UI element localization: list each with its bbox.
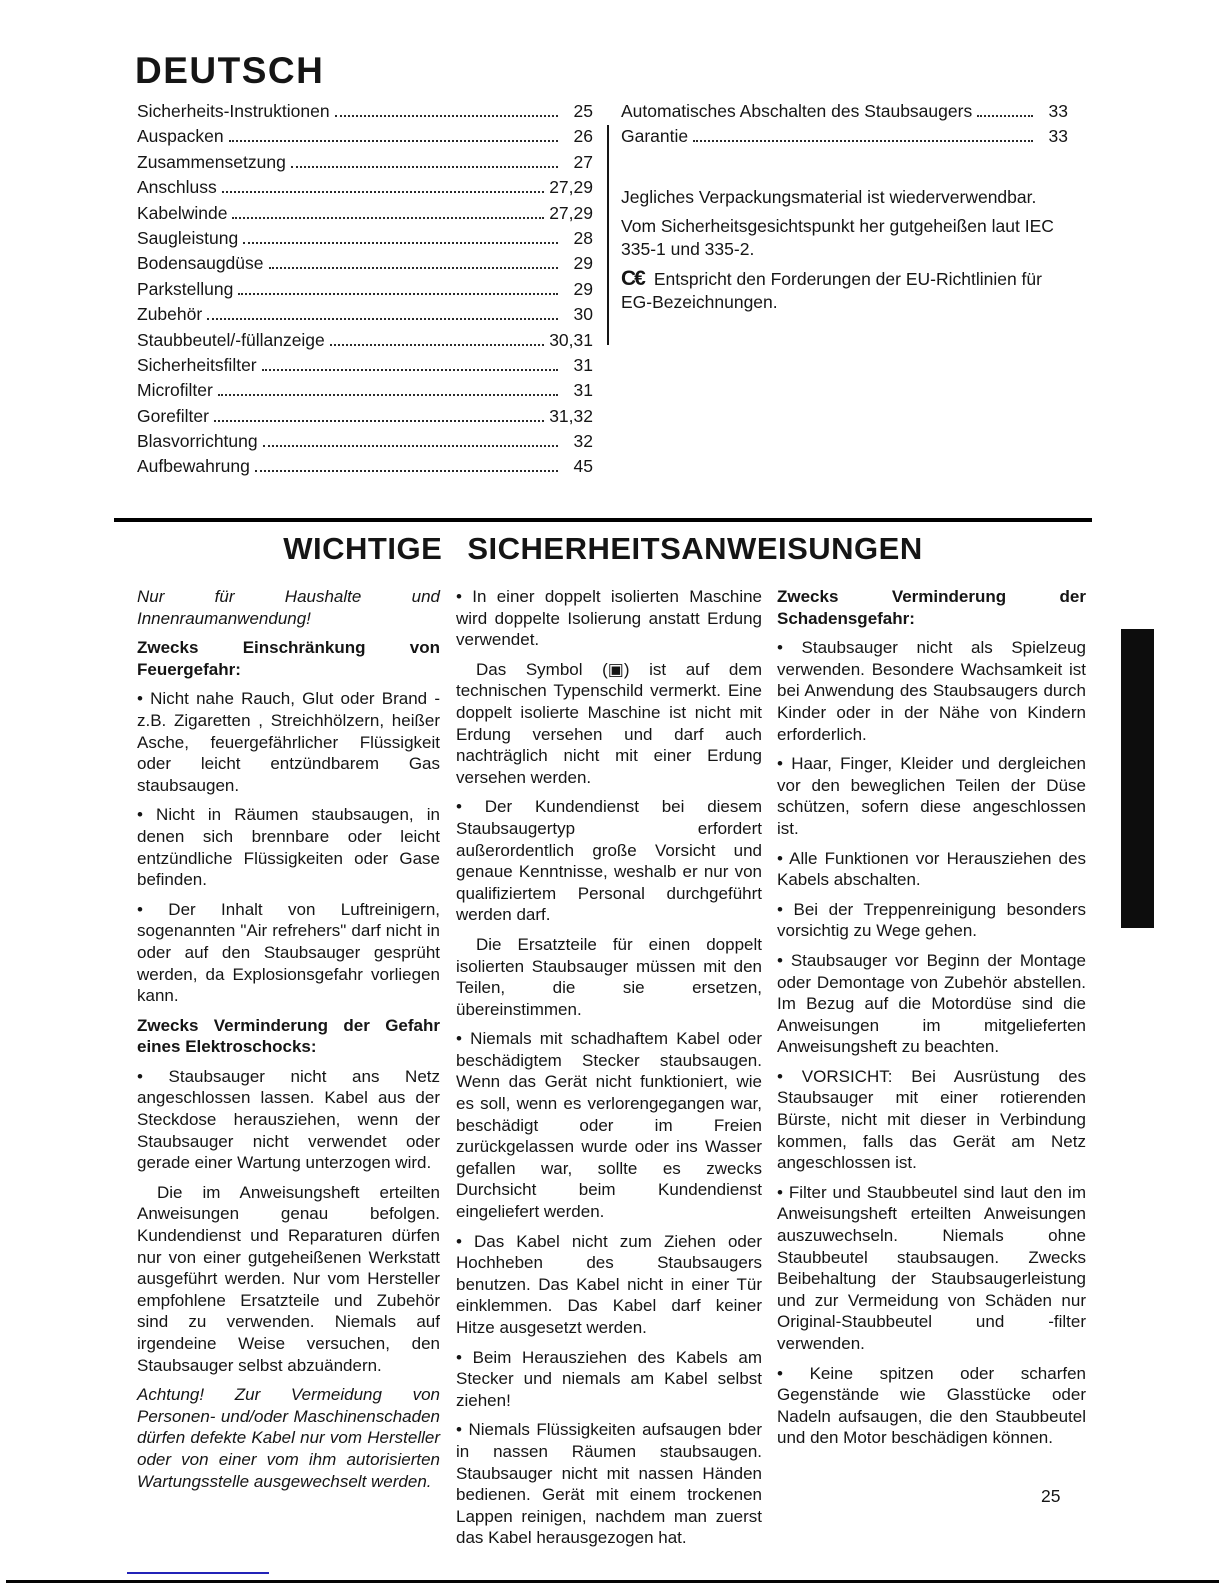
toc-entry-page: 31 — [573, 354, 593, 375]
dot-leader — [335, 115, 558, 117]
toc-entry-page: 30,31 — [549, 329, 593, 350]
fire-hazard-heading: Zwecks Einschränkung von Feuergefahr: — [137, 638, 440, 679]
dot-leader — [693, 140, 1033, 142]
toc-entry-label: Garantie — [621, 126, 689, 147]
page-title: DEUTSCH — [135, 50, 325, 91]
toc-entry — [137, 279, 593, 304]
dot-leader — [238, 293, 558, 295]
toc-entry — [621, 101, 1068, 126]
toc-entry-label: Staubbeutel/-füllanzeige — [137, 329, 325, 350]
toc-entry-label: Zusammensetzung — [137, 151, 286, 172]
toc-entry-label: Anschluss — [137, 177, 217, 198]
dot-leader — [977, 115, 1033, 117]
toc-entry-page: 27,29 — [549, 177, 593, 198]
safety-bullet: • Niemals Flüssigkeiten aufsaugen bder in nassen Räumen staubsaugen. Staubsauger nicht mit nassen Händen bedienen. Gerät mit einem trockenen Lappen reinigen, nachdem man zuerst das Kabel herausgezogen hat. — [456, 1420, 762, 1548]
toc-entry — [137, 253, 593, 278]
toc-entry-page: 33 — [1048, 101, 1068, 121]
toc-entry-label: Automatisches Abschalten des Staubsaugers — [621, 101, 973, 121]
toc-entry — [137, 380, 593, 405]
toc-entry-label: Saugleistung — [137, 227, 239, 248]
toc-entry — [137, 431, 593, 456]
shock-hazard-heading: Zwecks Verminderung der Gefahr eines Elektroschocks: — [137, 1015, 440, 1057]
toc-entry — [137, 152, 593, 177]
dot-leader — [214, 420, 544, 422]
toc-entry-label: Sicherheits-Instruktionen — [137, 101, 330, 121]
safety-paragraph: Die Ersatzteile für einen doppelt isolierten Staubsauger müssen mit den Teilen, die sie ersetzen, übereinstimmen. — [456, 934, 762, 1019]
toc-entry-label: Blasvorrichtung — [137, 431, 258, 452]
text-column-2 — [456, 586, 762, 1557]
text-column-3 — [777, 586, 1086, 1457]
safety-paragraph: Die im Anweisungsheft erteilten Anweisungen genau befolgen. Kundendienst und Reparaturen dürfen nur von einer gutgeheißenen Werkstatt ausgeführt werden. Nur vom Hersteller empfohlene Ersatzteile und Zubehör sind zu verwenden. Niemals auf irgendeine Weise versuchen, den Staubsauger selbst abzuändern. — [137, 1182, 440, 1375]
recyclable-note: Jegliches Verpackungsmaterial ist wiederverwendbar. — [621, 187, 1037, 207]
dot-leader — [229, 140, 558, 142]
dot-leader — [263, 445, 558, 447]
toc-entry-label: Aufbewahrung — [137, 456, 250, 477]
safety-bullet: • Staubsauger vor Beginn der Montage oder Demontage von Zubehör abstellen. Im Bezug auf die Motordüse sind die Anweisungen im mitgelieferten Anweisungsheft zu beachten. — [777, 950, 1086, 1057]
toc-entry-label: Zubehör — [137, 304, 203, 325]
safety-bullet: • Bei der Treppenreinigung besonders vorsichtig zu Wege gehen. — [777, 899, 1086, 941]
safety-bullet: • Das Kabel nicht zum Ziehen oder Hochheben des Staubsaugers benutzen. Das Kabel nicht in einer Tür einklemmen. Das Kabel darf keiner Hitze ausgesetzt werden. — [456, 1231, 762, 1337]
toc-entry-page: 33 — [1048, 126, 1068, 147]
toc-left-column — [137, 101, 593, 482]
toc-entry-label: Microfilter — [137, 380, 213, 401]
compliance-notes — [621, 186, 1073, 320]
toc-entry — [137, 228, 593, 253]
toc-entry-label: Bodensaugdüse — [137, 253, 264, 274]
section-divider-rule — [114, 518, 1092, 522]
page-bottom-rule — [6, 1580, 1219, 1583]
damage-hazard-heading: Zwecks Verminderung der Schadensgefahr: — [777, 587, 1086, 628]
dot-leader — [232, 217, 544, 219]
toc-entry — [137, 203, 593, 228]
safety-bullet: • Filter und Staubbeutel sind laut den im Anweisungsheft erteilten Anweisungen auszuwechseln. Niemals ohne Staubbeutel staubsaugen. Zwecks Beibehaltung der Staubsaugerleistung und zur Vermeidung von Schäden nur Original-Staubbeutel und -filter verwenden. — [777, 1182, 1086, 1353]
ce-note — [621, 267, 1073, 315]
dot-leader — [243, 242, 558, 244]
toc-entry-label: Gorefilter — [137, 405, 209, 426]
warning-note: Achtung! Zur Vermeidung von Personen- und/oder Maschinenschaden dürfen defekte Kabel nur vom Hersteller oder von einer vom ihm autorisierten Wartungsstelle ausgewechselt werden. — [137, 1385, 440, 1491]
toc-entry-page: 32 — [573, 431, 593, 452]
toc-entry — [137, 406, 593, 431]
toc-entry — [621, 126, 1068, 151]
footer-accent-line — [127, 1572, 269, 1574]
dot-leader — [291, 166, 558, 168]
dot-leader — [330, 344, 544, 346]
toc-entry-label: Kabelwinde — [137, 202, 228, 223]
toc-entry-page: 31,32 — [549, 405, 593, 426]
dot-leader — [222, 191, 544, 193]
ce-mark-icon: C€ — [621, 266, 644, 290]
safety-bullet: • Nicht in Räumen staubsaugen, in denen sich brennbare oder leicht entzündliche Flüssigkeiten oder Gase befinden. — [137, 805, 440, 890]
section-index-tab — [1121, 629, 1154, 928]
toc-entry-page: 30 — [573, 304, 593, 325]
toc-right-column — [621, 101, 1068, 152]
toc-entry-page: 31 — [573, 380, 593, 401]
dot-leader — [218, 394, 558, 396]
page-number: 25 — [1041, 1486, 1061, 1506]
toc-entry-page: 25 — [573, 101, 593, 121]
text-column-1 — [137, 586, 440, 1500]
dot-leader — [269, 267, 559, 269]
safety-bullet: • Staubsauger nicht ans Netz angeschlossen lassen. Kabel aus der Steckdose herausziehen, wenn der Staubsauger nicht verwendet oder gerade einer Wartung unterzogen wird. — [137, 1066, 440, 1173]
toc-entry — [137, 177, 593, 202]
safety-bullet: • Staubsauger nicht als Spielzeug verwenden. Besondere Wachsamkeit ist bei Anwendung des Staubsaugers durch Kinder oder in der Nähe von Kindern erforderlich. — [777, 638, 1086, 744]
toc-entry-label: Parkstellung — [137, 278, 234, 299]
toc-entry — [137, 456, 593, 481]
toc-entry-label: Sicherheitsfilter — [137, 354, 257, 375]
dot-leader — [255, 470, 558, 472]
safety-bullet: • Keine spitzen oder scharfen Gegenstände wie Glasstücke oder Nadeln aufsaugen, die den Staubbeutel und den Motor beschädigen können. — [777, 1363, 1086, 1448]
toc-entry-page: 29 — [573, 278, 593, 299]
safety-bullet: • Der Inhalt von Luftreinigern, sogenannten "Air refrehers" darf nicht in oder auf den Staubsauger gesprüht werden, da Explosionsgefahr vorliegen kann. — [137, 899, 440, 1006]
toc-entry — [137, 101, 593, 126]
safety-bullet: • Niemals mit schadhaftem Kabel oder beschädigtem Stecker staubsaugen. Wenn das Gerät nicht funktioniert, wie es soll, wenn es verlorengegangen war, beschädigt oder im Freien zurückgelassen wurde oder ins Wasser gefallen war, sollte es zwecks Durchsicht beim Kundendienst eingeliefert werden. — [456, 1029, 762, 1222]
dot-leader — [262, 369, 558, 371]
toc-entry-page: 26 — [573, 126, 593, 147]
ce-note-text: Entspricht den Forderungen der EU-Richtlinien für EG-Bezeichnungen. — [621, 268, 1042, 312]
toc-column-divider — [607, 125, 609, 345]
toc-entry-page: 28 — [573, 227, 593, 248]
toc-entry-page: 29 — [573, 253, 593, 274]
safety-bullet: • VORSICHT: Bei Ausrüstung des Staubsauger mit einer rotierenden Bürste, nicht mit dieser in Verbindung kommen, falls das Gerät am Netz angeschlossen ist. — [777, 1066, 1086, 1173]
dot-leader — [207, 318, 558, 320]
safety-bullet: • Haar, Finger, Kleider und dergleichen vor den beweglichen Teilen der Düse schützen, sofern diese angeschlossen ist. — [777, 754, 1086, 838]
toc-entry-label: Auspacken — [137, 126, 224, 147]
section-title: WICHTIGE SICHERHEITSANWEISUNGEN — [283, 531, 923, 566]
toc-entry — [137, 126, 593, 151]
toc-entry — [137, 330, 593, 355]
safety-bullet: • Beim Herausziehen des Kabels am Stecker und niemals am Kabel selbst ziehen! — [456, 1347, 762, 1410]
toc-entry-page: 27 — [573, 151, 593, 172]
safety-bullet: • Der Kundendienst bei diesem Staubsaugertyp erfordert außerordentlich große Vorsicht und genaue Kenntnisse, weshalb er nur von qualifiziertem Personal durchgeführt werden darf. — [456, 797, 762, 925]
approval-note: Vom Sicherheitsgesichtspunkt her gutgeheißen laut IEC 335-1 und 335-2. — [621, 215, 1054, 259]
toc-entry — [137, 355, 593, 380]
scope-note: Nur für Haushalte und Innenraumanwendung! — [137, 587, 440, 628]
safety-bullet: • Alle Funktionen vor Herausziehen des Kabels abschalten. — [777, 848, 1086, 890]
toc-entry — [137, 304, 593, 329]
toc-entry-page: 45 — [573, 456, 593, 477]
safety-paragraph: Das Symbol (▣) ist auf dem technischen Typenschild vermerkt. Eine doppelt isolierte Maschine ist nicht mit Erdung versehen und darf auch nachträglich nicht mit einer Erdung versehen werden. — [456, 659, 762, 787]
safety-bullet: • Nicht nahe Rauch, Glut oder Brand - z.B. Zigaretten , Streichhölzern, heißer Asche, feuergefährlicher Flüssigkeit oder leicht entzündbarem Gas staubsaugen. — [137, 689, 440, 795]
toc-entry-page: 27,29 — [549, 202, 593, 223]
safety-bullet: • In einer doppelt isolierten Maschine wird doppelte Isolierung anstatt Erdung verwendet. — [456, 587, 762, 650]
